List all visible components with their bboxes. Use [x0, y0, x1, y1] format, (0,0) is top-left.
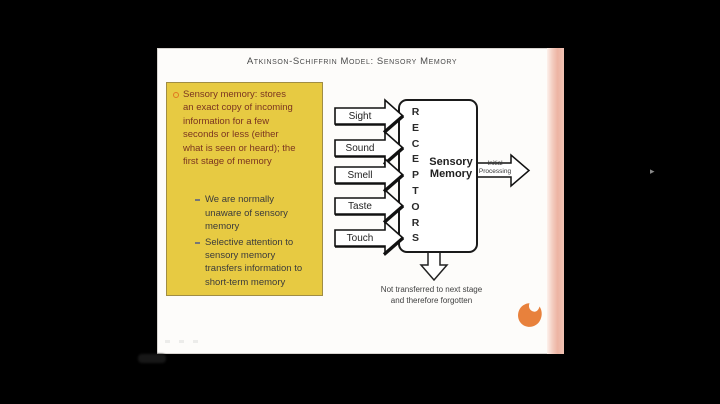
forgotten-caption — [349, 285, 514, 306]
main-bullet-line: first stage of memory — [183, 156, 272, 168]
main-bullet-line: information for a few — [183, 115, 270, 127]
store-label-line2: Memory — [429, 167, 473, 180]
receptor-letter: O — [411, 200, 420, 213]
sub-bullet-2-text — [205, 236, 302, 290]
dash-bullet-icon — [195, 199, 200, 201]
accent-bar — [547, 48, 564, 354]
sense-arrow-taste — [333, 188, 405, 224]
sub-bullet-2 — [195, 236, 318, 290]
sense-label: Smell — [347, 169, 373, 181]
receptor-letter: R — [411, 216, 420, 229]
forgotten-line1: Not transferred to next stage — [380, 285, 483, 294]
forgotten-line2: and therefore forgotten — [390, 295, 473, 305]
receptor-letter: E — [411, 121, 419, 134]
ghost-toolbar-marks — [165, 340, 198, 343]
sub-bullet-line: Selective attention to — [205, 236, 294, 248]
sense-label: Touch — [346, 232, 374, 244]
cursor-artifact-icon: ▸ — [650, 166, 655, 176]
receptor-letter: S — [411, 232, 419, 245]
main-bullet-line: Sensory memory: stores — [183, 89, 286, 100]
sense-label: Sight — [348, 110, 372, 122]
orange-blob-logo-icon — [515, 300, 545, 330]
sub-bullet-line: unaware of sensory — [205, 207, 288, 219]
receptors-vertical-label — [409, 105, 422, 247]
store-label — [424, 157, 478, 180]
receptor-letter: R — [411, 106, 420, 118]
main-bullet-line: seconds or less (either — [183, 129, 279, 141]
main-bullet-text — [183, 88, 295, 168]
presentation-slide — [157, 48, 564, 354]
sense-arrow-sight — [333, 98, 405, 134]
slide-title: Atkinson-Schiffrin Model: Sensory Memory — [246, 56, 458, 67]
receptor-letter: C — [411, 137, 420, 150]
video-artifact-smudge — [138, 354, 166, 363]
initial-label-line2: Processing — [478, 167, 512, 175]
sub-bullet-1-text — [205, 193, 288, 233]
sub-bullet-line: sensory memory — [205, 250, 276, 262]
sense-label: Sound — [345, 142, 375, 154]
receptor-letter: P — [411, 169, 419, 182]
sense-label: Taste — [348, 200, 372, 212]
main-bullet-line: an exact copy of incoming — [183, 102, 293, 114]
sub-bullets — [173, 193, 318, 289]
initial-processing-label — [475, 160, 515, 175]
main-bullet-line: what is seen or heard); the — [183, 142, 296, 154]
dash-bullet-icon — [195, 242, 200, 244]
receptor-letter: E — [411, 153, 419, 166]
sub-bullet-line: We are normally — [205, 194, 274, 206]
down-arrow-icon — [419, 252, 449, 282]
initial-label-line1: Initial — [487, 160, 503, 167]
ghost-dot — [179, 340, 184, 343]
ghost-dot — [193, 340, 198, 343]
sub-bullet-line: transfers information to — [205, 263, 303, 275]
store-label-line1: Sensory — [429, 156, 473, 168]
main-bullet — [173, 88, 318, 168]
sense-arrow-touch — [333, 220, 405, 256]
ghost-dot — [165, 340, 170, 343]
receptor-letter: T — [412, 184, 419, 197]
sensory-memory-box — [398, 99, 478, 253]
sub-bullet-line: memory — [205, 221, 240, 233]
sub-bullet-line: short-term memory — [205, 276, 286, 288]
bullet-circle-icon — [173, 92, 179, 98]
notes-box — [166, 82, 323, 296]
sub-bullet-1 — [195, 193, 318, 233]
